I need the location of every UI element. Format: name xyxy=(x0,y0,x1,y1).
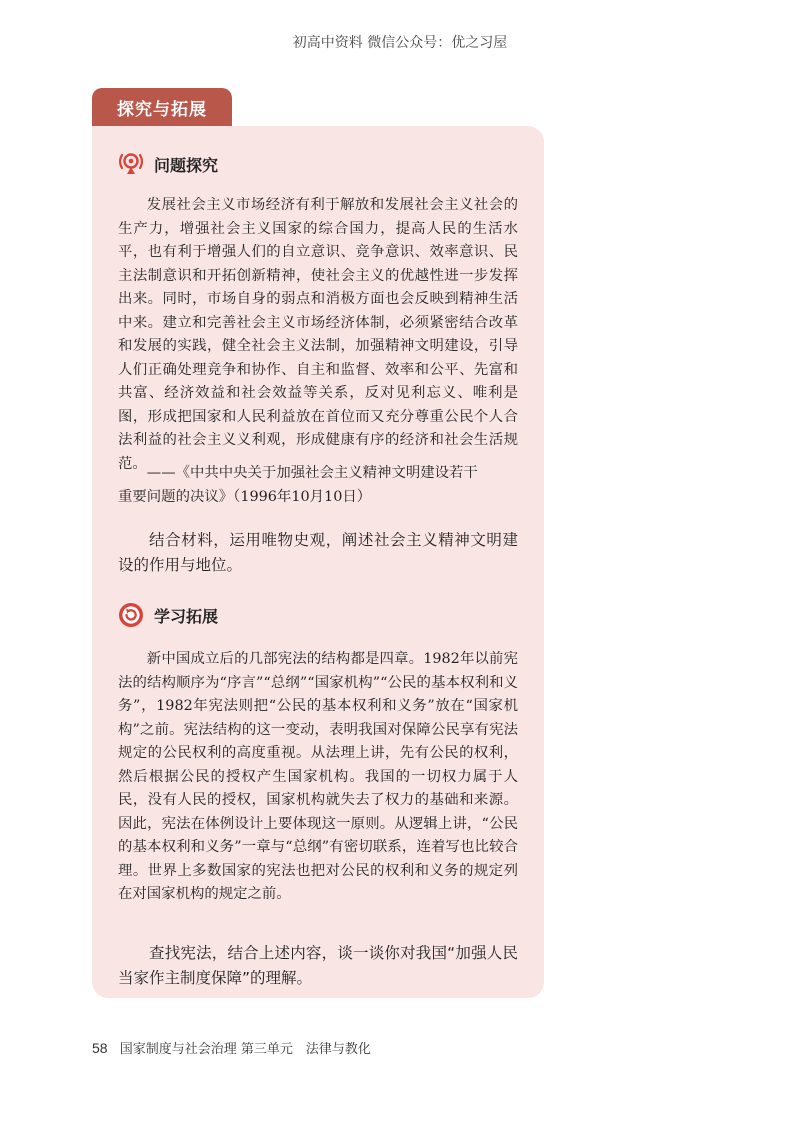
citation-line-1: ——《中共中央关于加强社会主义精神文明建设若干 xyxy=(146,465,478,481)
refresh-circle-icon xyxy=(118,602,144,628)
section-tab-label: 探究与拓展 xyxy=(117,99,207,120)
citation-line-2: 重要问题的决议》（1996年10月10日） xyxy=(118,488,372,505)
extension-task: 查找宪法，结合上述内容，谈一谈你对我国“加强人民当家作主制度保障”的理解。 xyxy=(118,944,518,987)
extension-body: 新中国成立后的几部宪法的结构都是四章。1982年以前宪法的结构顺序为“序言”“总纲”“国家机构”“公民的基本权利和义务”，1982年宪法则把“公民的基本权利和义务”放在“国家机构”之前。宪法结构的这一变动，表明我国对保障公民享有宪法规定的公民权利的高度重视。从法理上讲，先有公民的权利，然后根据公民的授权产生国家机构。我国的一切权力属于人民，没有人民的授权，国家机构就失去了权力的基础和来源。因此，宪法在体例设计上要体现这一原则。从逻辑上讲，“公民的基本权利和义务”一章与“总纲”有密切联系，连着写也比较合理。世界上多数国家的宪法也把对公民的权利和义务的规定列在对国家机构的规定之前。 xyxy=(118,651,518,902)
page-footer xyxy=(92,1038,371,1057)
inquiry-heading xyxy=(118,151,218,177)
section-tab xyxy=(92,88,232,126)
question-bulb-icon xyxy=(118,151,144,177)
extension-heading xyxy=(118,602,218,628)
book-title: 国家制度与社会治理 第三单元 法律与教化 xyxy=(119,1042,371,1057)
inquiry-heading-text: 问题探究 xyxy=(154,155,219,175)
extension-heading-text: 学习拓展 xyxy=(154,606,219,626)
page-number: 58 xyxy=(92,1040,108,1056)
inquiry-task: 结合材料，运用唯物史观，阐述社会主义精神文明建设的作用与地位。 xyxy=(118,531,518,574)
inquiry-citation xyxy=(118,462,518,509)
header-note: 初高中资料 微信公众号：优之习屋 xyxy=(292,35,508,51)
inquiry-quote: 发展社会主义市场经济有利于解放和发展社会主义社会的生产力，增强社会主义国家的综合国力，提高人民的生活水平，也有利于增强人们的自立意识、竞争意识、效率意识、民主法制意识和开拓创新精神，使社会主义的优越性进一步发挥出来。同时，市场自身的弱点和消极方面也会反映到精神生活中来。建立和完善社会主义市场经济体制，必须紧密结合改革和发展的实践，健全社会主义法制，加强精神文明建设，引导人们正确处理竞争和协作、自主和监督、效率和公平、先富和共富、经济效益和社会效益等关系，反对见利忘义、唯利是图，形成把国家和人民利益放在首位而又充分尊重公民个人合法利益的社会主义义利观，形成健康有序的经济和社会生活规范。 xyxy=(118,197,518,472)
